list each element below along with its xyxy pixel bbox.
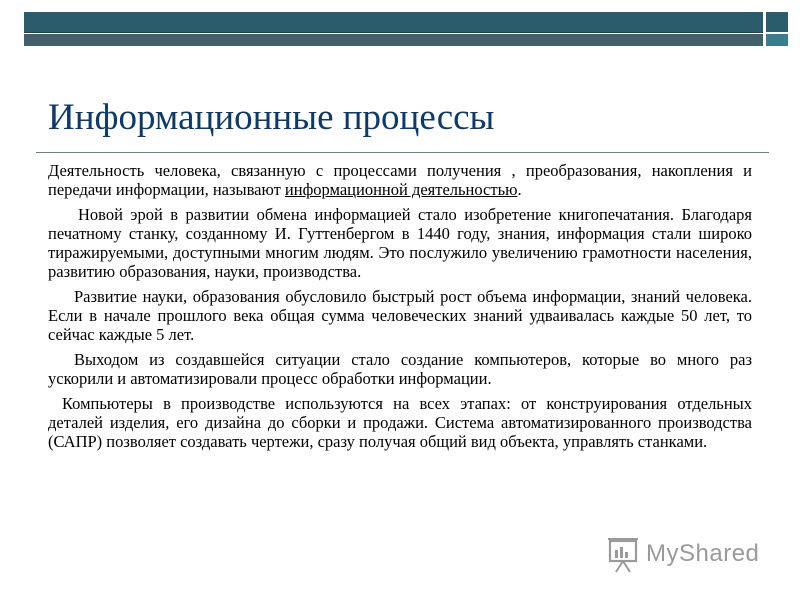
header-decoration-bar <box>24 12 788 48</box>
title-divider <box>36 152 769 153</box>
paragraph-2: Новой эрой в развитии обмена информацией стало изобретение книгопечатания. Благодаря печатному станку, созданному И. Гуттенбергом в 1440 году, знания, информация стали широко тиражируемыми, доступными многим людям. Это послужило увеличению грамотности населения, развитию образования, науки, производства. <box>48 205 752 281</box>
header-band-upper <box>24 12 763 33</box>
presentation-board-icon <box>606 536 642 574</box>
logo-text: MyShared <box>646 540 760 567</box>
paragraph-1 <box>48 161 752 199</box>
paragraph-1-term: информационной деятельностью <box>284 180 518 199</box>
myshared-logo <box>606 536 776 576</box>
header-corner-square-bottom <box>766 34 788 46</box>
header-band-lower <box>24 34 763 46</box>
paragraph-3: Развитие науки, образования обусловило быстрый рост объема информации, знаний человека. Если в начале прошлого века общая сумма человеческих знаний удваивалась каждые 50 лет, то сейчас каждые 5 лет. <box>48 287 752 344</box>
slide-title: Информационные процессы <box>48 97 495 138</box>
paragraph-1-text: Деятельность человека, связанную с процессами получения , преобразования, накопления и передачи информации, называют <box>48 161 752 199</box>
slide-body <box>48 161 752 457</box>
header-corner-square-top <box>766 12 788 32</box>
paragraph-1-end: . <box>517 180 522 199</box>
paragraph-5: Компьютеры в производстве используются на всех этапах: от конструирования отдельных деталей изделия, его дизайна до сборки и продажи. Система автоматизированного производства (САПР) позволяет создавать чертежи, сразу получая общий вид объекта, управлять станками. <box>48 394 752 451</box>
paragraph-4: Выходом из создавшейся ситуации стало создание компьютеров, которые во много раз ускорили и автоматизировали процесс обработки информации. <box>48 350 752 388</box>
